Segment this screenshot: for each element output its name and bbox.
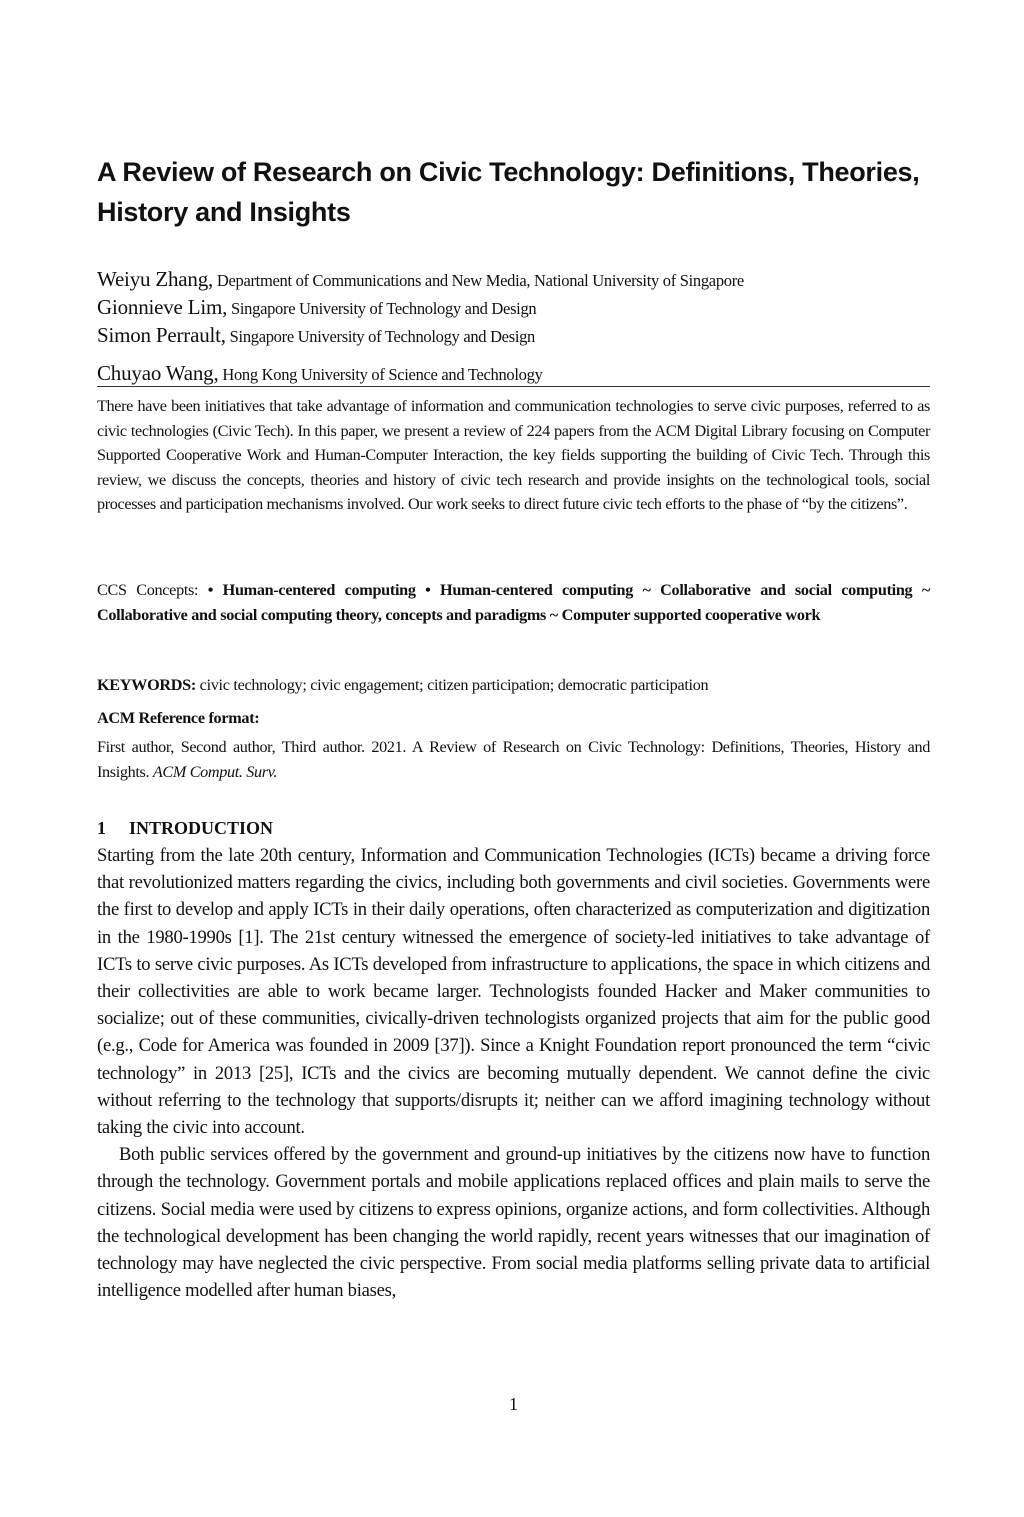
author-affiliation: Department of Communications and New Media, National University of Singapore xyxy=(213,271,744,290)
author-entry xyxy=(97,266,930,294)
ccs-concepts-list: • Human-centered computing • Human-centered computing ~ Collaborative and social computing ~ Collaborative and social computing theory, concepts and paradigms ~ Computer supported cooperative work xyxy=(97,581,930,624)
author-entry xyxy=(97,294,930,322)
author-list xyxy=(97,266,930,388)
reference-citation: First author, Second author, Third author. 2021. A Review of Research on Civic Technology: Definitions, Theories, History and Insights. xyxy=(97,738,930,781)
author-entry xyxy=(97,360,930,388)
page-number: 1 xyxy=(509,1394,518,1414)
reference-journal: ACM Comput. Surv. xyxy=(152,762,278,781)
reference-format-text xyxy=(97,735,930,784)
body-paragraph: Starting from the late 20th century, Information and Communication Technologies (ICTs) became a driving force that revolutionized matters regarding the civics, including both governments and civil societies. Governments were the first to develop and apply ICTs in their daily operations, often characterized as computerization and digitization in the 1980-1990s [1]. The 21st century witnessed the emergence of society-led initiatives to take advantage of ICTs to serve civic purposes. As ICTs developed from infrastructure to applications, the space in which citizens and their collectivities are able to work became larger. Technologists founded Hacker and Maker communities to socialize; out of these communities, civically-driven technologists organized projects that aim for the public good (e.g., Code for America was founded in 2009 [37]). Since a Knight Foundation report pronounced the term “civic technology” in 2013 [25], ICTs and the civics are becoming mutually dependent. We cannot define the civic without referring to the technology that supports/disrupts it; neither can we afford imagining technology without taking the civic into account. xyxy=(97,845,930,1139)
reference-format-heading: ACM Reference format: xyxy=(97,709,260,727)
body-paragraph: Both public services offered by the government and ground-up initiatives by the citizens now have to function through the technology. Government portals and mobile applications replaced offices and plain mails to serve the citizens. Social media were used by citizens to express opinions, organize actions, and form collectivities. Although the technological development has been changing the world rapidly, recent years witnesses that our imagination of technology may have neglected the civic perspective. From social media platforms selling private data to artificial intelligence modelled after human biases, xyxy=(97,1144,930,1302)
keywords-label: KEYWORDS: xyxy=(97,676,196,694)
author-entry xyxy=(97,322,930,350)
author-affiliation: Hong Kong University of Science and Technology xyxy=(218,365,543,384)
section-body xyxy=(97,842,930,1304)
author-affiliation: Singapore University of Technology and Design xyxy=(225,327,536,346)
paper-title: A Review of Research on Civic Technology: Definitions, Theories, History and Insights xyxy=(97,157,920,227)
author-name: Weiyu Zhang, xyxy=(97,267,214,291)
section-heading-introduction xyxy=(97,815,273,841)
header-divider xyxy=(97,386,930,387)
abstract: There have been initiatives that take advantage of information and communication technologies to serve civic purposes, referred to as civic technologies (Civic Tech). In this paper, we present a review of 224 papers from the ACM Digital Library focusing on Computer Supported Cooperative Work and Human-Computer Interaction, the key fields supporting the building of Civic Tech. Through this review, we discuss the concepts, theories and history of civic tech research and provide insights on the technological tools, social processes and participation mechanisms involved. Our work seeks to direct future civic tech efforts to the phase of “by the citizens”. xyxy=(97,397,930,513)
keywords-list: civic technology; civic engagement; citizen participation; democratic participation xyxy=(195,676,709,694)
section-number: 1 xyxy=(97,818,106,838)
author-affiliation: Singapore University of Technology and Design xyxy=(227,299,537,318)
author-name: Gionnieve Lim, xyxy=(97,295,228,319)
section-title: INTRODUCTION xyxy=(129,818,274,838)
ccs-concepts xyxy=(97,578,930,627)
author-name: Simon Perrault, xyxy=(97,323,226,347)
keywords xyxy=(97,673,930,697)
ccs-label: CCS Concepts: xyxy=(97,581,208,599)
author-name: Chuyao Wang, xyxy=(97,361,219,385)
